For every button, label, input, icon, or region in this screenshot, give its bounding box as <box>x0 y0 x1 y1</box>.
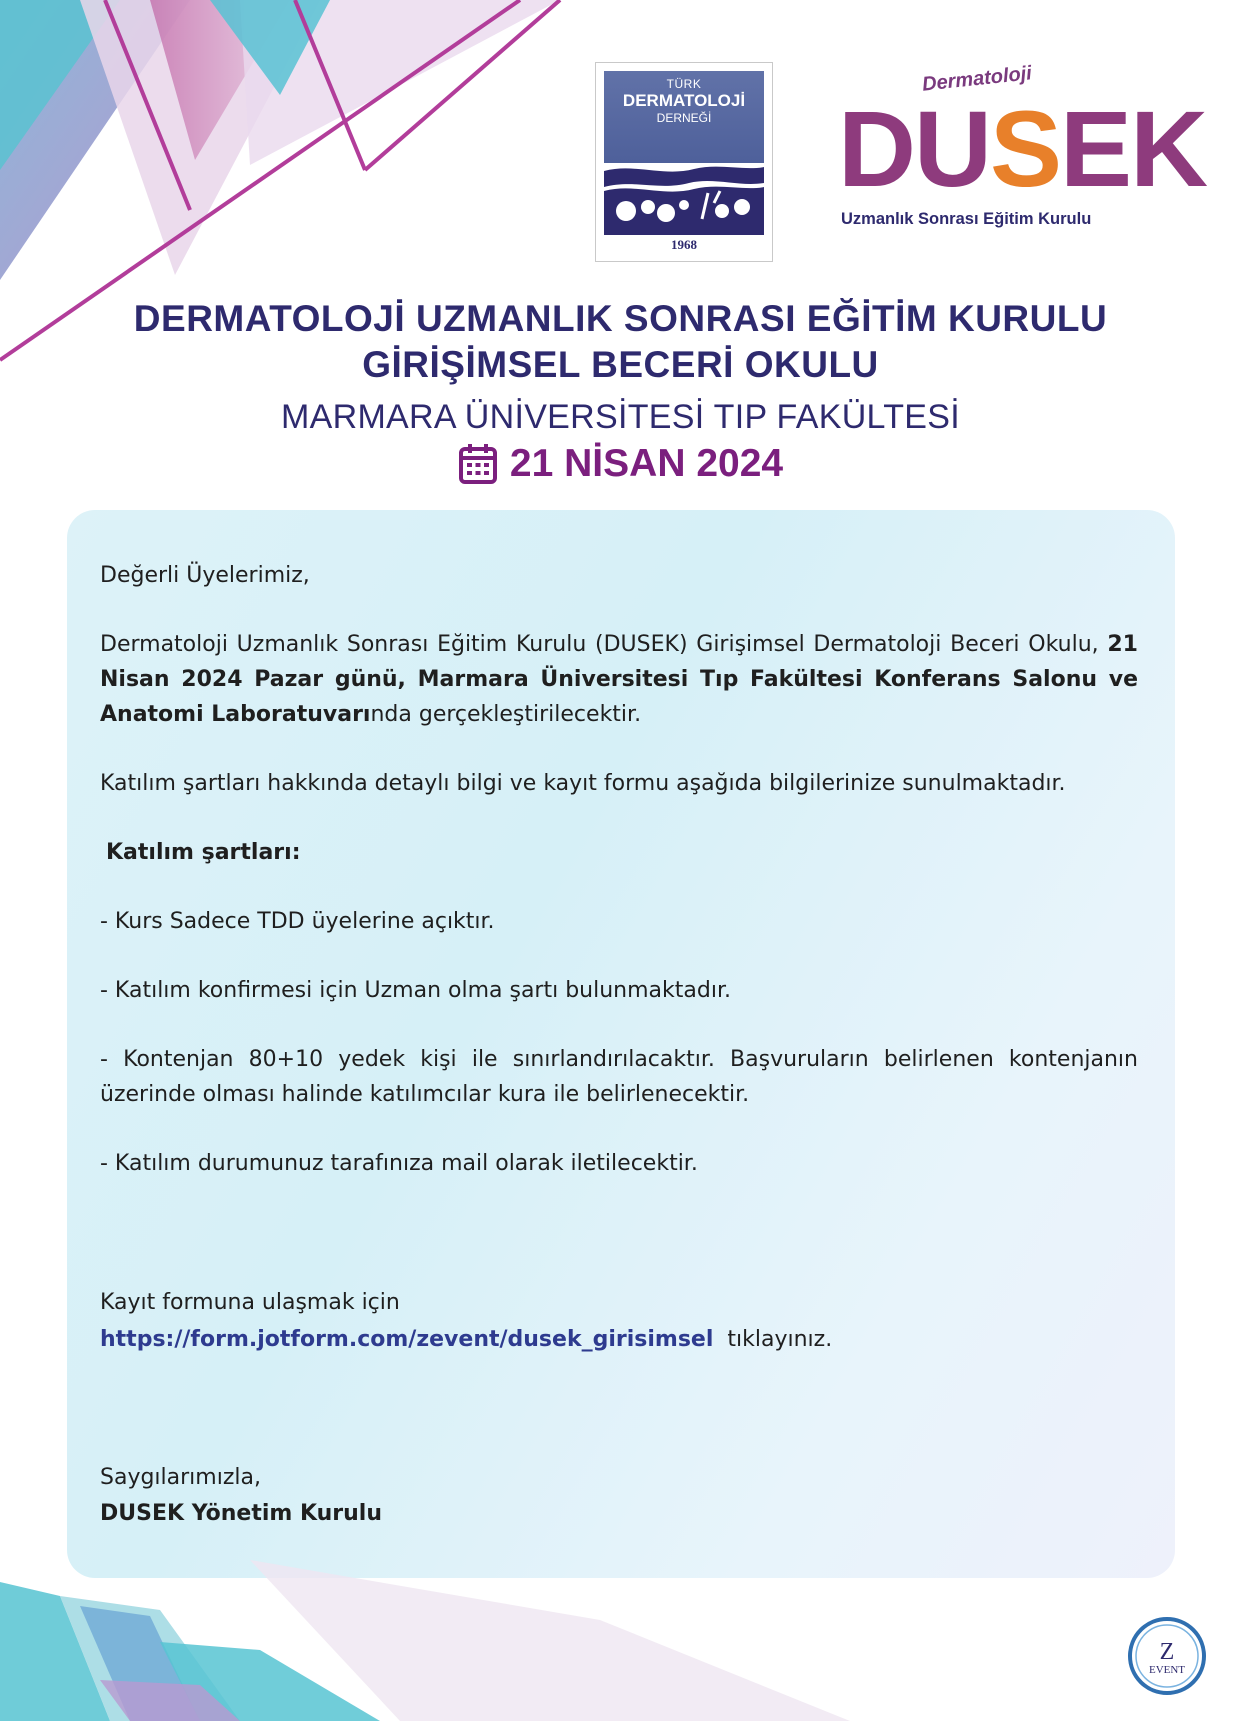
calendar-icon <box>458 443 498 485</box>
tdd-logo-line2: DERMATOLOJİ <box>622 91 746 110</box>
paragraph-1-bold: 21 Nisan 2024 Pazar günü, Marmara Üniversitesi Tıp Fakültesi Konferans Salonu ve Anatomi Laboratuvarı <box>100 632 1138 727</box>
tdd-logo-emblem <box>604 163 764 235</box>
letter-paragraph-1 <box>100 627 1138 732</box>
dusek-logo-wordmark <box>838 88 1207 209</box>
closing: Saygılarımızla, <box>100 1465 261 1490</box>
tdd-logo-line3: DERNEĞİ <box>656 111 712 125</box>
form-line <box>100 1322 1138 1357</box>
condition-item: - Katılım konfirmesi için Uzman olma şartı bulunmaktadır. <box>100 978 731 1003</box>
paragraph-1-end: nda gerçekleştirilecektir. <box>370 702 642 727</box>
event-date <box>0 442 1241 495</box>
dusek-logo-du: DU <box>838 88 990 209</box>
letter-greeting: Değerli Üyelerimiz, <box>100 563 310 588</box>
zevent-logo <box>1126 1615 1208 1697</box>
paragraph-1-start: Dermatoloji Uzmanlık Sonrası Eğitim Kurulu (DUSEK) Girişimsel Dermatoloji Beceri Okulu, <box>100 632 1108 657</box>
tdd-logo-header <box>604 71 764 173</box>
zevent-logo-event: EVENT <box>1148 1664 1186 1676</box>
tdd-logo-year: 1968 <box>671 237 697 252</box>
letter-paragraph-2: Katılım şartları hakkında detaylı bilgi ve kayıt formu aşağıda bilgilerinize sunulmaktadır. <box>100 771 1066 796</box>
dusek-logo-top-text: Dermatoloji <box>921 62 1033 96</box>
conditions-title: Katılım şartları: <box>106 840 301 865</box>
venue-title: MARMARA ÜNİVERSİTESİ TIP FAKÜLTESİ <box>280 398 961 436</box>
signature: DUSEK Yönetim Kurulu <box>100 1501 382 1526</box>
form-intro: Kayıt formuna ulaşmak için <box>100 1290 400 1315</box>
form-suffix: tıklayınız. <box>727 1327 833 1352</box>
registration-form-link[interactable]: https://form.jotform.com/zevent/dusek_girisimsel <box>100 1327 714 1352</box>
tdd-logo-line1: TÜRK <box>666 77 702 91</box>
zevent-logo-z: Z <box>1159 1639 1175 1665</box>
title-line-2: GİRİŞİMSEL BECERİ OKULU <box>362 344 879 385</box>
dusek-logo <box>838 62 1207 248</box>
dusek-logo-subtitle: Uzmanlık Sonrası Eğitim Kurulu <box>841 210 1092 228</box>
dusek-logo-ek: EK <box>1060 88 1207 209</box>
condition-item: - Katılım durumunuz tarafınıza mail olarak iletilecektir. <box>100 1151 698 1176</box>
condition-item: - Kurs Sadece TDD üyelerine açıktır. <box>100 909 495 934</box>
condition-item: - Kontenjan 80+10 yedek kişi ile sınırlandırılacaktır. Başvuruların belirlenen kontenjanın üzerinde olması halinde katılımcılar kura ile belirlenecektir. <box>100 1047 1138 1107</box>
tdd-logo <box>595 62 773 262</box>
bottom-decoration <box>0 1560 1241 1721</box>
event-date-text: 21 NİSAN 2024 <box>509 442 784 485</box>
title-line-1: DERMATOLOJİ UZMANLIK SONRASI EĞİTİM KURULU <box>133 298 1108 339</box>
dusek-logo-s: S <box>990 88 1061 209</box>
